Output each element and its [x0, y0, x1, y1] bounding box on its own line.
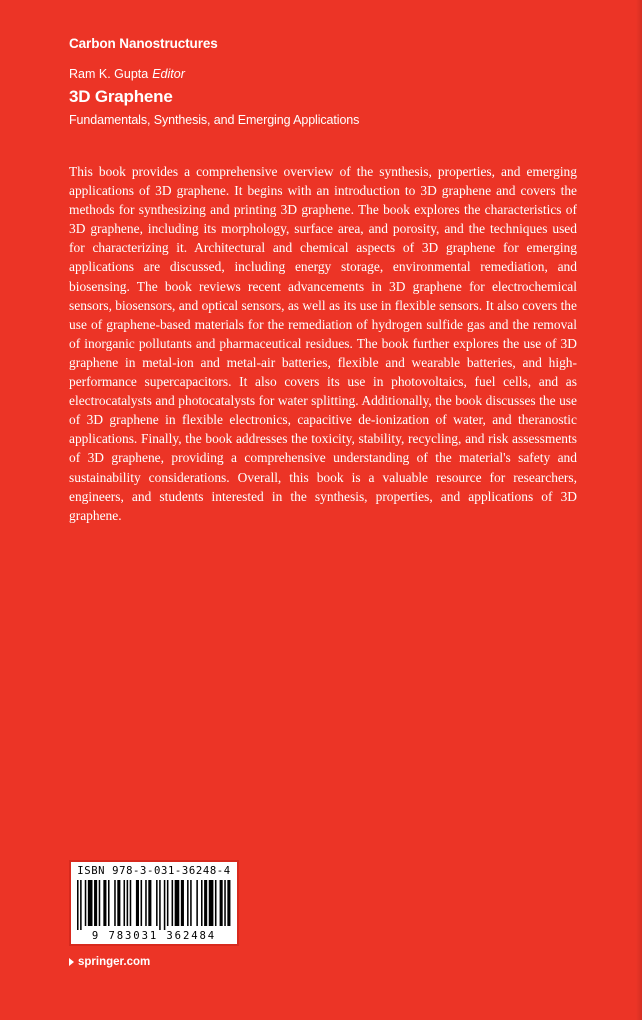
barcode-digits: 9 783031 362484: [71, 930, 237, 942]
isbn-barcode: [69, 860, 239, 946]
publisher-link[interactable]: [69, 956, 150, 968]
cover-edge-shadow: [636, 0, 642, 1020]
editor-role: Editor: [152, 67, 185, 81]
book-subtitle: Fundamentals, Synthesis, and Emerging Applications: [69, 113, 360, 127]
book-title: 3D Graphene: [69, 87, 173, 106]
arrow-right-icon: [69, 958, 74, 966]
editor-name: Ram K. Gupta: [69, 67, 149, 81]
isbn-label: ISBN 978-3-031-36248-4: [77, 865, 231, 877]
book-description: This book provides a comprehensive overview of the synthesis, properties, and emerging applications of 3D graphene. It begins with an introduction to 3D graphene and covers the methods for synthesizing and printing 3D graphene. The book explores the characteristics of 3D graphene, including its morphology, surface area, and porosity, and the techniques used for characterizing it. Architectural and chemical aspects of 3D graphene for emerging applications are discussed, including energy storage, environmental remediation, and biosensing. The book reviews recent advancements in 3D graphene for electrochemical sensors, biosensors, and optical sensors, as well as its use in flexible sensors. It also covers the use of graphene-based materials for the remediation of hydrogen sulfide gas and the removal of inorganic pollutants and pharmaceutical residues. The book further explores the use of 3D graphene in metal-ion and metal-air batteries, flexible and wearable batteries, and high-performance supercapacitors. It also covers its use in photovoltaics, fuel cells, and as electrocatalysts and photocatalysts for water splitting. Additionally, the book discusses the use of 3D graphene in flexible electronics, capacitive de-ionization of water, and theranostic applications. Finally, the book addresses the toxicity, stability, recycling, and risk assessments of 3D graphene, providing a comprehensive understanding of the material's safety and sustainability considerations. Overall, this book is a valuable resource for researchers, engineers, and students interested in the synthesis, properties, and applications of 3D graphene.: [69, 164, 577, 523]
editor-line: [69, 67, 185, 81]
barcode-bars: [77, 880, 231, 930]
publisher-link-text: springer.com: [78, 956, 151, 968]
series-name: Carbon Nanostructures: [69, 36, 218, 51]
